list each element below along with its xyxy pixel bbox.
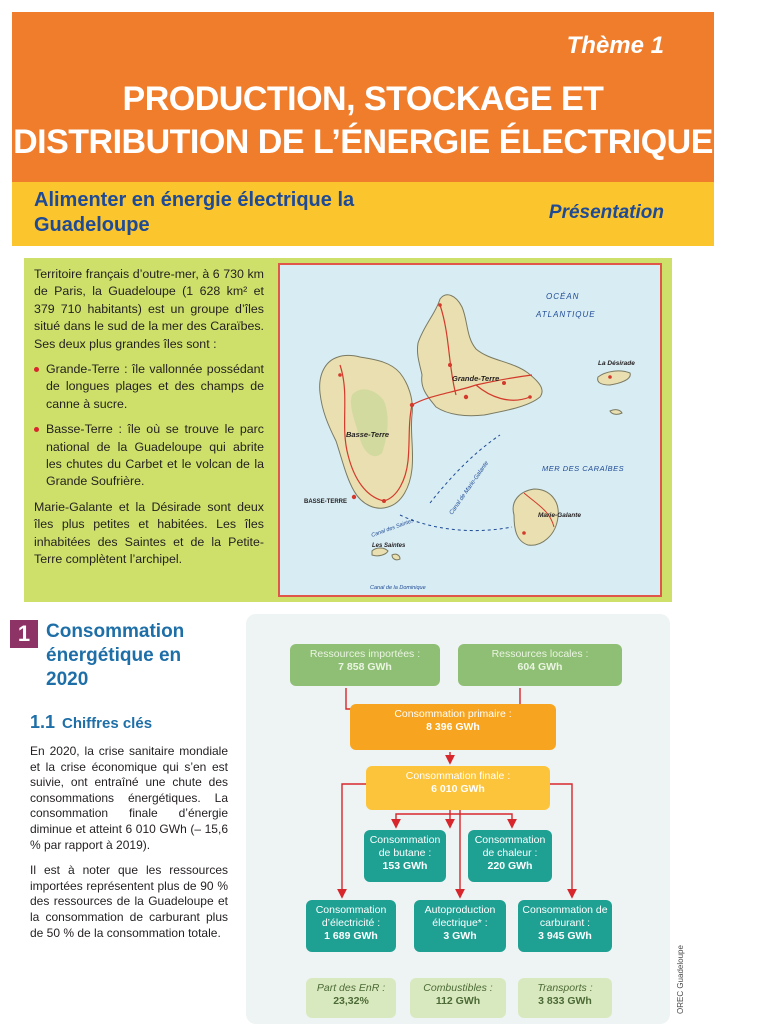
map-label-grande-terre: Grande-Terre xyxy=(452,374,500,383)
box-label: Consommation primaire : xyxy=(394,708,512,720)
box-value: 7 858 GWh xyxy=(338,661,392,673)
section-title: Consommation énergétique en 2020 xyxy=(46,621,185,690)
butane-consumption-box xyxy=(364,830,446,882)
map-label-canal-saintes: Canal des Saintes xyxy=(370,517,415,539)
fuels-box xyxy=(410,978,506,1018)
page-title-line-1: PRODUCTION, STOCKAGE ET xyxy=(122,80,604,118)
map-label-saintes: Les Saintes xyxy=(372,543,406,549)
imported-resources-box xyxy=(290,644,440,686)
grande-terre-island xyxy=(417,295,542,416)
renewables-share-box xyxy=(306,978,396,1018)
map-label-ocean: OCÉAN xyxy=(546,292,580,301)
desirade-island xyxy=(598,371,631,385)
fuel-consumption-box xyxy=(518,900,612,952)
map-graphic xyxy=(280,265,660,595)
box-value: 3 GWh xyxy=(443,930,477,942)
theme-label: Thème 1 xyxy=(566,32,664,59)
box-label: Part des EnR : xyxy=(316,982,386,994)
heat-consumption-box xyxy=(468,830,552,882)
box-label: Autoproduction électrique* : xyxy=(424,904,496,929)
box-value: 23,32% xyxy=(333,995,369,1007)
box-label: Ressources importées : xyxy=(309,648,421,660)
map-label-desirade: La Désirade xyxy=(598,360,635,367)
box-value: 604 GWh xyxy=(517,661,563,673)
electricity-consumption-box xyxy=(306,900,396,952)
box-label: Ressources locales : xyxy=(491,648,589,660)
page-title xyxy=(12,78,714,164)
intro-text xyxy=(34,266,264,577)
subtitle-banner xyxy=(12,182,714,246)
bullet-text: Grande-Terre : île vallonnée possédant de longues plages et des champs de canne à sucre. xyxy=(46,362,264,411)
box-label: Consommation de carburant : xyxy=(522,904,608,929)
key-figures-paragraph-1: En 2020, la crise sanitaire mondiale et la crise économique qui s’en est suivie, ont entraîné une chute des consommations énergétiques. La consommation finale d’énergie diminue et atteint 6 010 GWh (– 15,6 % par rapport à 2019). xyxy=(30,744,228,852)
subtitle: Alimenter en énergie électrique la Guadeloupe xyxy=(34,189,355,236)
key-figures-text xyxy=(30,744,228,951)
page-title-line-2: DISTRIBUTION DE L’ÉNERGIE ÉLECTRIQUE xyxy=(13,123,713,161)
intro-bullet-basse-terre xyxy=(34,421,264,491)
box-value: 3 833 GWh xyxy=(538,995,592,1007)
bullet-text: Basse-Terre : île où se trouve le parc national de la Guadeloupe qui abrite les chutes du Carbet et le volcan de la Grande Soufrière. xyxy=(46,422,264,489)
map-label-marie-galante: Marie-Galante xyxy=(538,512,581,519)
subsection-number: 1.1 xyxy=(30,712,56,732)
box-label: Transports : xyxy=(537,982,593,994)
box-label: Consommation finale : xyxy=(405,770,511,782)
bullet-dot-icon xyxy=(34,427,39,432)
box-label: Consommation d’électricité : xyxy=(315,904,387,929)
self-production-box xyxy=(414,900,506,952)
map-label-atlantique: ATLANTIQUE xyxy=(536,310,596,319)
box-value: 112 GWh xyxy=(435,995,481,1007)
map-label-mer: MER DES CARAÏBES xyxy=(542,464,625,473)
les-saintes-islands xyxy=(372,548,388,556)
guadeloupe-map xyxy=(278,263,662,597)
intro-bullet-list xyxy=(34,361,264,491)
box-value: 6 010 GWh xyxy=(431,783,485,795)
section-number: 1 xyxy=(10,620,38,648)
map-label-basse-terre: Basse-Terre xyxy=(346,430,390,439)
box-value: 1 689 GWh xyxy=(324,930,378,942)
map-label-basse-terre-city: BASSE-TERRE xyxy=(304,499,348,505)
box-value: 220 GWh xyxy=(487,860,533,872)
box-value: 3 945 GWh xyxy=(538,930,592,942)
box-value: 153 GWh xyxy=(382,860,428,872)
box-label: Combustibles : xyxy=(423,982,493,994)
transport-box xyxy=(518,978,612,1018)
bullet-dot-icon xyxy=(34,367,39,372)
intro-paragraph-1: Territoire français d’outre-mer, à 6 730 km de Paris, la Guadeloupe (1 628 km² et 379 710 habitants) est un groupe d’îles situé dans le sud de la mer des Caraïbes. Ses deux plus grandes îles sont : xyxy=(34,267,264,351)
local-resources-box xyxy=(458,644,622,686)
intro-bullet-grande-terre xyxy=(34,361,264,413)
box-value: 8 396 GWh xyxy=(426,721,480,733)
presentation-label: Présentation xyxy=(548,202,664,223)
box-label: Consommation de chaleur : xyxy=(474,834,546,859)
source-credit: OREC Guadeloupe xyxy=(676,945,685,1014)
primary-consumption-box xyxy=(350,704,556,750)
final-consumption-box xyxy=(366,766,550,810)
map-label-canal-mg: Canal de Marie-Galante xyxy=(448,460,491,517)
intro-paragraph-2: Marie-Galante et la Désirade sont deux îles plus petites et habitées. Les îles inhabitées des Saintes et de la Petite-Terre complètent l’archipel. xyxy=(34,499,264,567)
box-label: Consommation de butane : xyxy=(369,834,441,859)
subsection-title: Chiffres clés xyxy=(62,715,153,732)
theme-header-banner xyxy=(12,12,714,182)
key-figures-paragraph-2: Il est à noter que les ressources importées représentent plus de 90 % des ressources de la Guadeloupe et la consommation de carburant plus de 50 % de la consommation totale. xyxy=(30,863,228,940)
energy-flow-diagram xyxy=(246,614,670,1024)
map-label-canal-dominique: Canal de la Dominique xyxy=(370,585,426,591)
